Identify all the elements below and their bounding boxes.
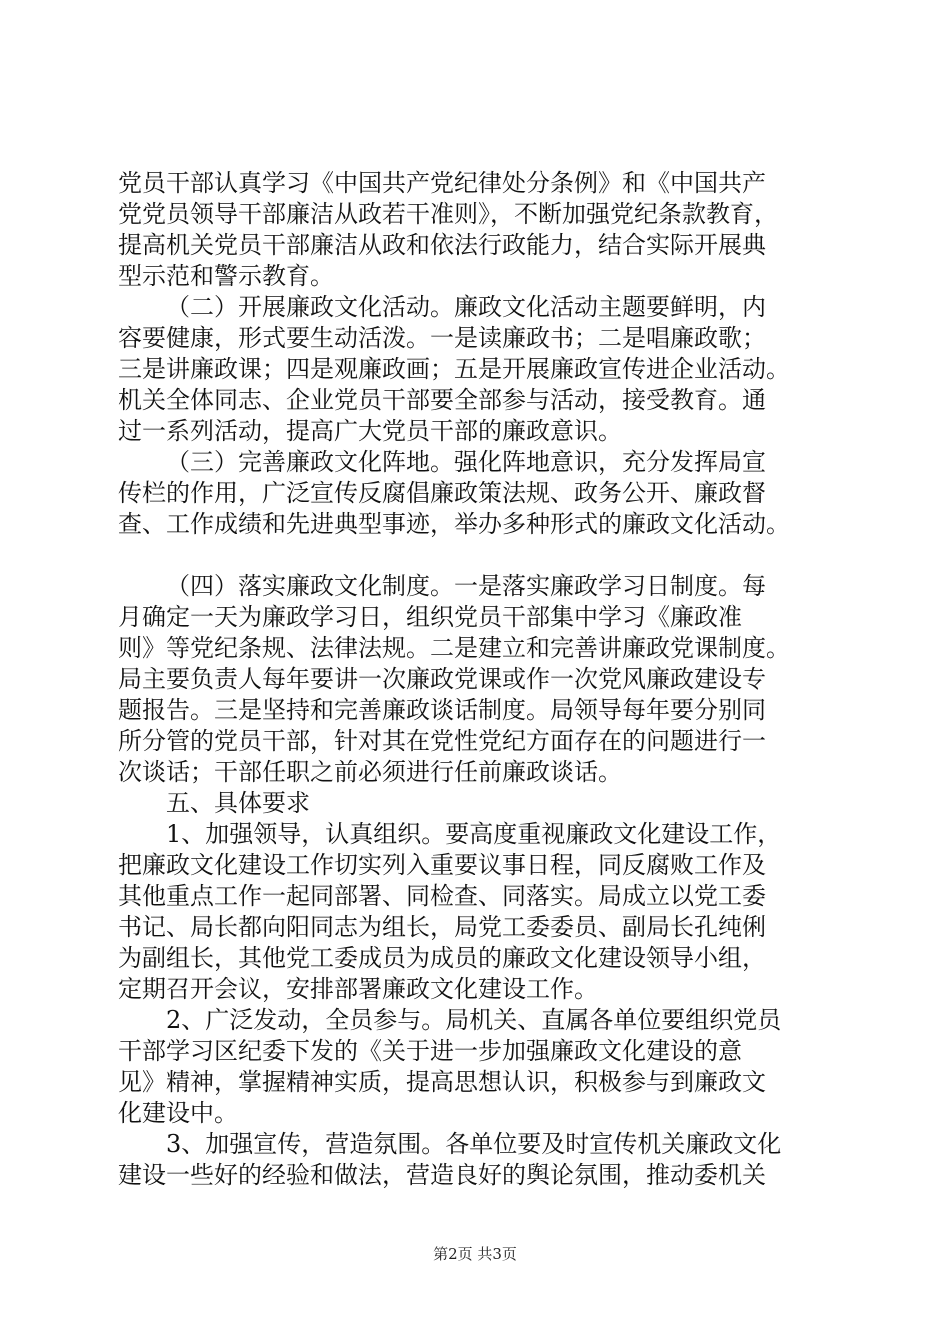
text-line: 传栏的作用，广泛宣传反腐倡廉政策法规、政务公开、廉政督 (118, 479, 766, 507)
text-line: 党党员领导干部廉洁从政若干准则》，不断加强党纪条款教育， (118, 200, 778, 228)
text-line: 所分管的党员干部，针对其在党性党纪方面存在的问题进行一 (118, 727, 766, 755)
text-line: 干部学习区纪委下发的《关于进一步加强廉政文化建设的意 (118, 1037, 742, 1065)
text-line: 局主要负责人每年要讲一次廉政党课或作一次党风廉政建设专 (118, 665, 766, 693)
text-line: 型示范和警示教育。 (118, 262, 334, 290)
page-footer: 第2页 共3页 (433, 1245, 517, 1263)
text-line: 月确定一天为廉政学习日，组织党员干部集中学习《廉政准 (118, 603, 742, 631)
text-line: （四）落实廉政文化制度。一是落实廉政学习日制度。每 (166, 572, 766, 600)
text-line: 3、加强宣传，营造氛围。各单位要及时宣传机关廉政文化 (166, 1130, 782, 1158)
text-line: 为副组长，其他党工委成员为成员的廉政文化建设领导小组， (118, 944, 766, 972)
text-line: 三是讲廉政课；四是观廉政画；五是开展廉政宣传进企业活动。 (118, 355, 790, 383)
text-line: 机关全体同志、企业党员干部要全部参与活动，接受教育。通 (118, 386, 766, 414)
text-line: 2、广泛发动，全员参与。局机关、直属各单位要组织党员 (166, 1006, 782, 1034)
text-line: 容要健康，形式要生动活泼。一是读廉政书；二是唱廉政歌； (118, 324, 766, 352)
text-line: （二）开展廉政文化活动。廉政文化活动主题要鲜明，内 (166, 293, 766, 321)
text-line: 化建设中。 (118, 1099, 238, 1127)
text-line: 次谈话；干部任职之前必须进行任前廉政谈话。 (118, 758, 622, 786)
text-line: 过一系列活动，提高广大党员干部的廉政意识。 (118, 417, 622, 445)
text-line: 1、加强领导，认真组织。要高度重视廉政文化建设工作， (166, 820, 782, 848)
document-body (118, 168, 858, 1191)
text-line: 见》精神，掌握精神实质，提高思想认识，积极参与到廉政文 (118, 1068, 766, 1096)
text-line: 定期召开会议，安排部署廉政文化建设工作。 (118, 975, 598, 1003)
text-line: 查、工作成绩和先进典型事迹，举办多种形式的廉政文化活动。 (118, 510, 790, 538)
text-line: 书记、局长都向阳同志为组长，局党工委委员、副局长孔纯俐 (118, 913, 766, 941)
text-line: 则》等党纪条规、法律法规。二是建立和完善讲廉政党课制度。 (118, 634, 790, 662)
text-line: 题报告。三是坚持和完善廉政谈话制度。局领导每年要分别同 (118, 696, 766, 724)
text-line: （三）完善廉政文化阵地。强化阵地意识，充分发挥局宣 (166, 448, 766, 476)
text-line: 五、具体要求 (166, 789, 310, 817)
text-line: 把廉政文化建设工作切实列入重要议事日程，同反腐败工作及 (118, 851, 766, 879)
text-line: 其他重点工作一起同部署、同检查、同落实。局成立以党工委 (118, 882, 766, 910)
text-line: 党员干部认真学习《中国共产党纪律处分条例》和《中国共产 (118, 169, 766, 197)
text-line: 提高机关党员干部廉洁从政和依法行政能力，结合实际开展典 (118, 231, 766, 259)
text-line: 建设一些好的经验和做法，营造良好的舆论氛围，推动委机关 (118, 1161, 766, 1189)
blank-line (118, 540, 858, 571)
